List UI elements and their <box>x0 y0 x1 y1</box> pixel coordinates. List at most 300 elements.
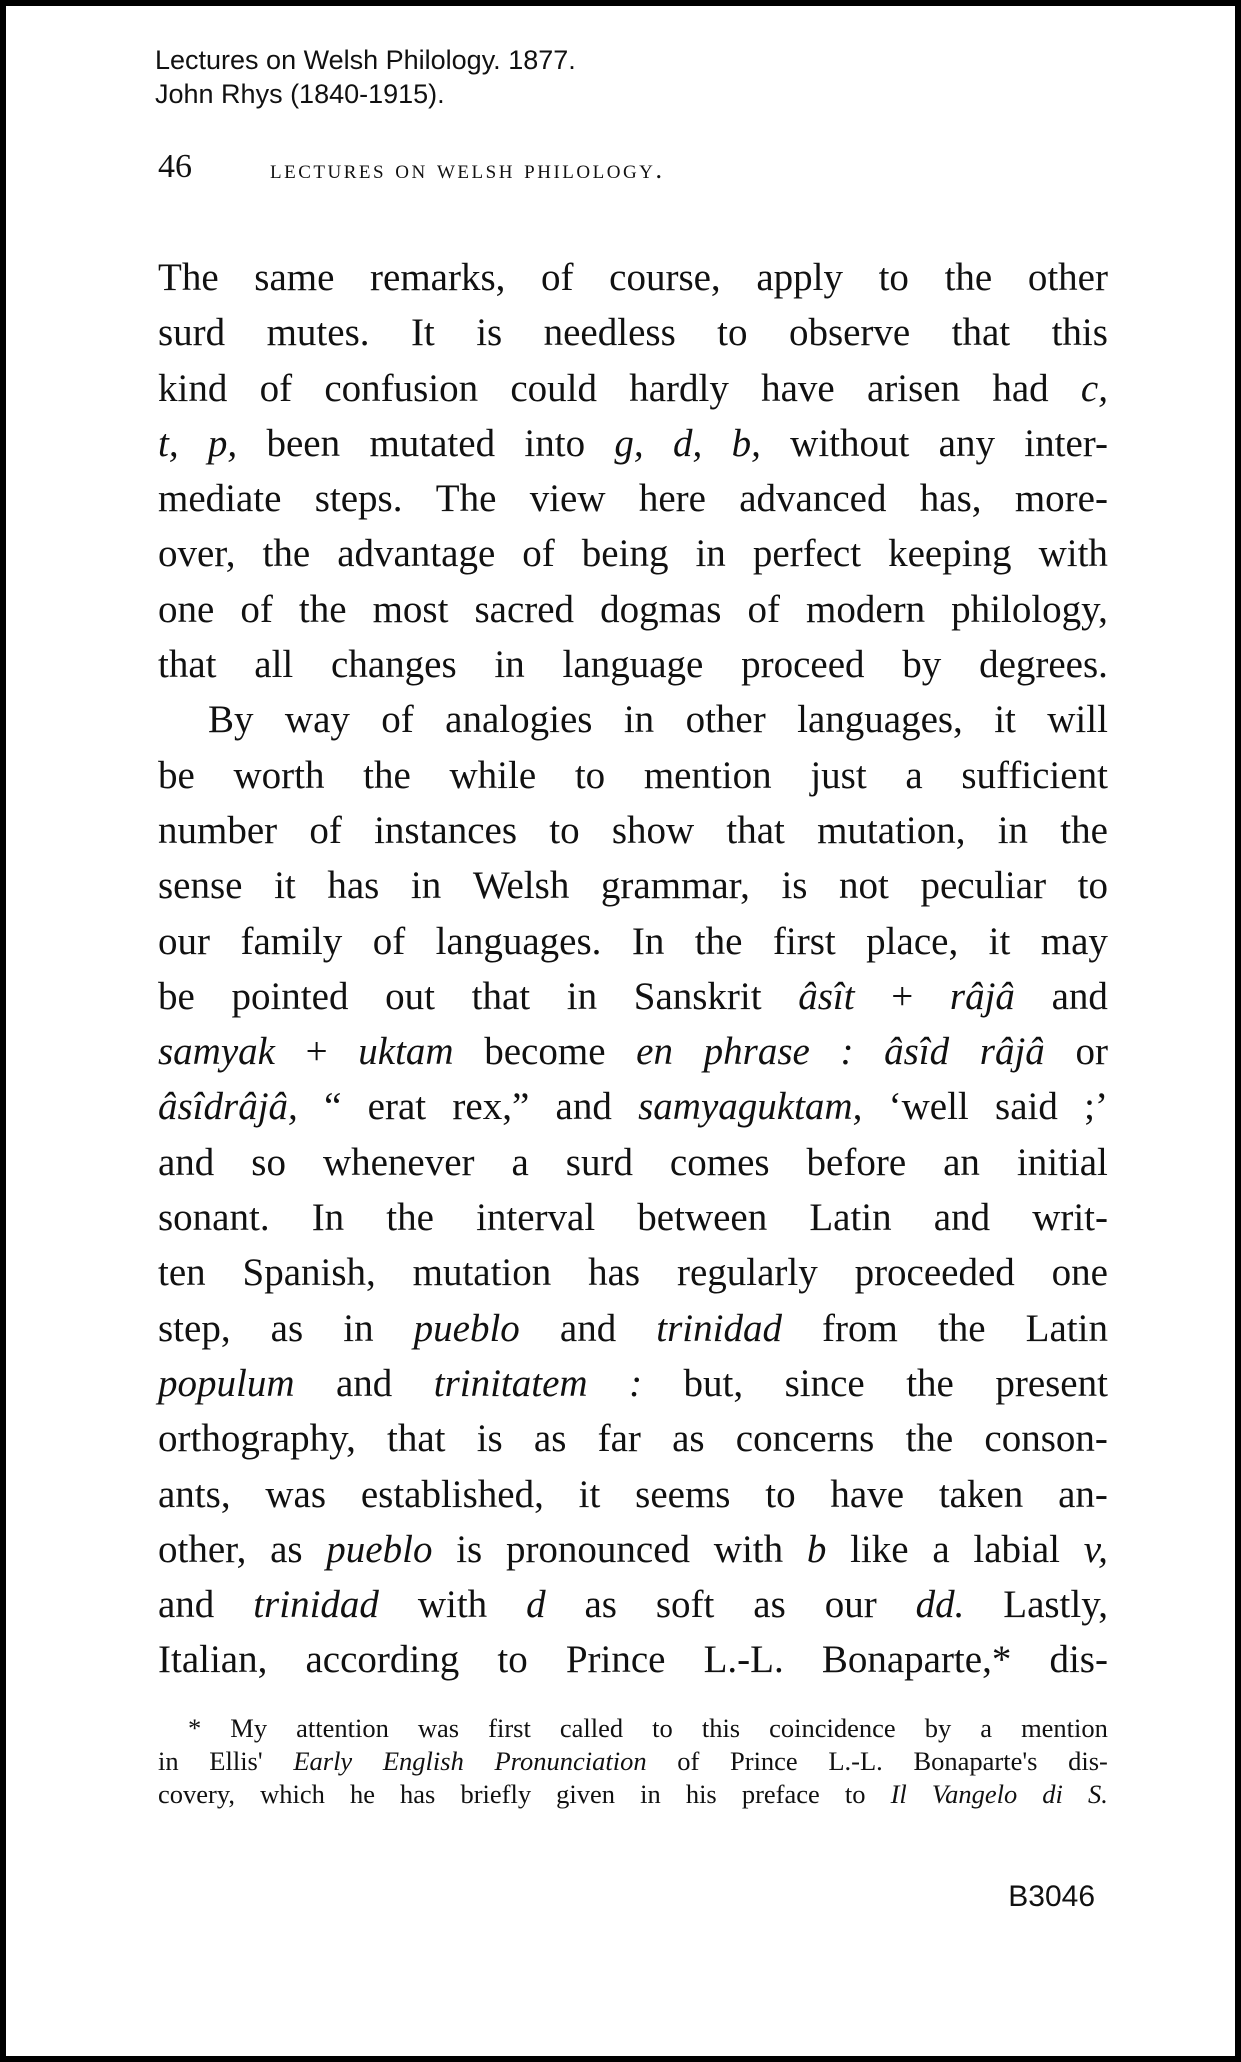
word: the <box>944 256 993 299</box>
body-text <box>158 250 1108 1688</box>
word: Bonaparte's <box>913 1746 1038 1776</box>
word: * <box>188 1713 202 1743</box>
word: with <box>417 1583 488 1627</box>
word: view <box>529 477 606 521</box>
word: may <box>1040 919 1108 963</box>
word: show <box>611 808 695 852</box>
word: it <box>274 864 296 908</box>
word: so <box>251 1140 286 1184</box>
text-line <box>158 1632 1108 1687</box>
word: had <box>992 366 1049 410</box>
word: kind <box>158 366 228 410</box>
text-line <box>158 692 1108 747</box>
text-line <box>158 1135 1108 1190</box>
word: that <box>387 1417 446 1461</box>
word: this <box>701 1713 741 1743</box>
word: in <box>343 1306 374 1350</box>
word: the <box>363 753 411 797</box>
word: surd <box>158 311 226 355</box>
text-line <box>158 1079 1108 1134</box>
word: far <box>597 1417 641 1461</box>
word: pronounced <box>505 1527 691 1571</box>
word: mutation, <box>817 808 966 852</box>
italic-word: English <box>382 1746 464 1776</box>
word: The <box>158 256 219 299</box>
word: comes <box>669 1140 770 1184</box>
word: sense <box>158 864 243 908</box>
word: + <box>305 1030 328 1074</box>
word: of <box>309 808 342 852</box>
italic-word: pueblo <box>413 1306 520 1350</box>
text-line <box>158 914 1108 969</box>
word: same <box>254 256 335 299</box>
word: other <box>685 698 766 742</box>
word: and <box>559 1306 617 1350</box>
word: as <box>672 1417 705 1461</box>
word: Sanskrit <box>633 974 762 1018</box>
word: taken <box>938 1472 1024 1516</box>
word: a <box>511 1140 529 1184</box>
word: other <box>1027 256 1108 299</box>
word: seems <box>635 1472 731 1516</box>
word: in <box>494 643 525 687</box>
word: the <box>937 1306 986 1350</box>
page-number: 46 <box>158 148 192 185</box>
word: steps. <box>314 477 403 521</box>
word: the <box>906 1361 954 1405</box>
word: ;’ <box>1084 1085 1108 1129</box>
text-line <box>158 748 1108 803</box>
text-line <box>158 803 1108 858</box>
italic-word: Pronunciation <box>494 1746 647 1776</box>
word: all <box>254 643 294 687</box>
text-line <box>158 1577 1108 1632</box>
word: with <box>713 1527 784 1571</box>
italic-word: râjâ <box>979 1030 1045 1074</box>
word: being <box>581 532 669 576</box>
word: is <box>456 1527 483 1571</box>
word: of <box>522 532 555 576</box>
word: while <box>449 753 537 797</box>
word: concerns <box>735 1417 875 1461</box>
text-line <box>158 1301 1108 1356</box>
word: is <box>476 311 503 355</box>
word: step, <box>158 1306 231 1350</box>
word: is <box>476 1417 503 1461</box>
word: with <box>1038 532 1108 576</box>
word: that <box>726 808 785 852</box>
word: have <box>761 366 835 410</box>
word: been <box>266 421 341 465</box>
word: In <box>631 919 665 963</box>
word: it <box>994 698 1016 742</box>
word: instances <box>374 808 518 852</box>
word: of <box>259 366 293 410</box>
word: be <box>158 753 195 797</box>
word: said <box>995 1085 1058 1129</box>
word: mutated <box>369 421 496 465</box>
word: other, <box>158 1527 247 1571</box>
word: in <box>695 532 726 576</box>
word: to <box>765 1472 796 1516</box>
italic-word: trinitatem <box>433 1361 588 1405</box>
word: way <box>284 698 350 742</box>
word: interval <box>476 1196 596 1240</box>
word: needless <box>543 311 676 355</box>
word: degrees. <box>979 643 1108 687</box>
word: ten <box>158 1251 206 1295</box>
word: more- <box>1014 477 1108 521</box>
text-line <box>158 471 1108 526</box>
word: languages, <box>797 698 963 742</box>
text-line <box>158 1467 1108 1522</box>
italic-word: râjâ <box>949 974 1015 1018</box>
italic-word: b, <box>731 421 761 465</box>
word: mediate <box>158 477 282 521</box>
word: since <box>784 1361 865 1405</box>
italic-word: Early <box>293 1746 353 1776</box>
word: of <box>381 698 414 742</box>
word: to <box>717 311 748 355</box>
word: place, <box>866 919 959 963</box>
word: sonant. <box>158 1196 270 1240</box>
word: L.-L. <box>703 1638 784 1682</box>
word: and <box>158 1583 215 1627</box>
word: as <box>270 1306 304 1350</box>
word: the <box>262 532 311 576</box>
word: initial <box>1016 1140 1108 1184</box>
word: in <box>623 698 655 742</box>
word: was <box>417 1713 460 1743</box>
word: has <box>327 864 380 908</box>
word: languages. <box>435 919 602 963</box>
word: it <box>988 919 1011 963</box>
italic-word: c, <box>1080 366 1108 410</box>
text-line <box>158 250 1108 305</box>
word: worth <box>233 753 325 797</box>
word: of <box>747 587 780 631</box>
word: labial <box>973 1527 1060 1571</box>
italic-word: trinidad <box>656 1306 782 1350</box>
word: advanced <box>739 477 887 521</box>
word: soft <box>655 1583 715 1627</box>
word: Latin <box>1025 1306 1108 1350</box>
word: into <box>524 421 586 465</box>
word: Lastly, <box>1003 1583 1108 1627</box>
italic-word: âsîd <box>884 1030 950 1074</box>
text-line <box>158 1778 1108 1811</box>
word: in <box>997 808 1029 852</box>
word: one <box>1051 1251 1108 1295</box>
italic-word: g, <box>614 421 644 465</box>
italic-word: samyaguktam, <box>638 1085 863 1129</box>
italic-word: : <box>840 1030 854 1074</box>
word: dis- <box>1068 1746 1108 1776</box>
word: and <box>1051 974 1108 1018</box>
italic-word: Vangelo <box>931 1779 1018 1809</box>
word: to <box>574 753 606 797</box>
word: family <box>240 919 343 963</box>
word: coincidence <box>769 1713 896 1743</box>
word: an- <box>1058 1472 1108 1516</box>
italic-word: Il <box>890 1779 907 1809</box>
word: of <box>372 919 406 963</box>
word: by <box>902 643 942 687</box>
word: and <box>335 1361 393 1405</box>
word: dogmas <box>600 587 722 631</box>
word: that <box>158 643 217 687</box>
word: course, <box>609 256 721 299</box>
word: and <box>933 1196 991 1240</box>
word: covery, <box>158 1779 236 1809</box>
word: of <box>677 1746 700 1776</box>
text-line <box>158 1245 1108 1300</box>
word: language <box>562 643 704 687</box>
italic-word: d, <box>673 421 703 465</box>
word: writ- <box>1032 1196 1108 1240</box>
word: between <box>637 1196 768 1240</box>
word: as <box>533 1417 567 1461</box>
word: sufficient <box>961 753 1108 797</box>
text-line <box>158 969 1108 1024</box>
word: observe <box>788 311 911 355</box>
catalog-number: B3046 <box>1008 1880 1095 1913</box>
italic-word: en <box>636 1030 673 1074</box>
text-line <box>158 582 1108 637</box>
word: his <box>685 1779 717 1809</box>
italic-word: âsîdrâjâ, <box>158 1085 298 1129</box>
source-title: Lectures on Welsh Philology. 1877. <box>155 45 576 75</box>
word: a <box>932 1527 950 1571</box>
footnote <box>158 1712 1108 1811</box>
word: remarks, <box>370 256 506 299</box>
word: of <box>240 587 273 631</box>
word: in <box>566 974 598 1018</box>
word: to <box>878 256 909 299</box>
word: given <box>556 1779 616 1809</box>
word: here <box>638 477 706 521</box>
word: ants, <box>158 1472 231 1516</box>
word: dis- <box>1049 1638 1108 1682</box>
word: that <box>951 311 1011 355</box>
word: have <box>830 1472 905 1516</box>
italic-word: : <box>629 1361 643 1405</box>
word: ‘well <box>888 1085 969 1129</box>
word: over, <box>158 532 236 576</box>
italic-word: populum <box>158 1361 295 1405</box>
word: confusion <box>324 366 479 410</box>
word: any <box>938 421 995 465</box>
word: established, <box>360 1472 544 1516</box>
running-title: lectures on welsh philology. <box>270 154 665 184</box>
text-line <box>158 1712 1108 1745</box>
word: Prince <box>730 1746 798 1776</box>
italic-word: samyak <box>158 1030 275 1074</box>
text-line <box>158 305 1108 360</box>
word: philology, <box>951 587 1108 631</box>
word: sacred <box>474 587 575 631</box>
word: before <box>806 1140 907 1184</box>
italic-word: di <box>1042 1779 1063 1809</box>
word: like <box>850 1527 909 1571</box>
word: “ <box>324 1085 342 1129</box>
word: preface <box>741 1779 820 1809</box>
word: our <box>824 1583 877 1627</box>
word: which <box>260 1779 325 1809</box>
italic-word: S. <box>1087 1779 1108 1809</box>
word: modern <box>805 587 926 631</box>
word: regularly <box>676 1251 818 1295</box>
text-line <box>158 637 1108 692</box>
word: one <box>158 587 215 631</box>
italic-word: uktam <box>358 1030 454 1074</box>
word: proceed <box>741 643 865 687</box>
word: Prince <box>565 1638 666 1682</box>
word: by <box>924 1713 952 1743</box>
italic-word: v, <box>1083 1527 1108 1571</box>
word: to <box>549 808 580 852</box>
text-line <box>158 361 1108 416</box>
word: in <box>410 864 442 908</box>
word: without <box>790 421 910 465</box>
text-line <box>158 1190 1108 1245</box>
word: our <box>158 919 210 963</box>
word: perfect <box>752 532 862 576</box>
word: mention <box>1021 1713 1108 1743</box>
word: the <box>298 587 347 631</box>
word: It <box>410 311 435 355</box>
word: an <box>943 1140 980 1184</box>
word: has <box>400 1779 436 1809</box>
word: it <box>578 1472 601 1516</box>
word: Italian, <box>158 1638 268 1682</box>
word: mutes. <box>266 311 370 355</box>
word: and <box>158 1140 215 1184</box>
word: Spanish, <box>242 1251 376 1295</box>
word: just <box>810 753 867 797</box>
italic-word: t, <box>158 421 179 465</box>
word: My <box>230 1713 268 1743</box>
word: in <box>158 1746 179 1776</box>
word: analogies <box>445 698 593 742</box>
word: Ellis' <box>209 1746 263 1776</box>
word: be <box>158 974 195 1018</box>
word: of <box>541 256 574 299</box>
word: arisen <box>866 366 961 410</box>
word: In <box>311 1196 345 1240</box>
word: to <box>1077 864 1108 908</box>
word: has <box>588 1251 641 1295</box>
word: the <box>694 919 743 963</box>
word: was <box>265 1472 327 1516</box>
word: mention <box>643 753 772 797</box>
word: called <box>559 1713 624 1743</box>
word: that <box>471 974 531 1018</box>
word: keeping <box>888 532 1012 576</box>
word: apply <box>756 256 843 299</box>
word: the <box>386 1196 434 1240</box>
word: first <box>772 919 836 963</box>
word: to <box>652 1713 673 1743</box>
source-author: John Rhys (1840-1915). <box>155 79 445 109</box>
word: a <box>905 753 923 797</box>
italic-word: trinidad <box>253 1583 379 1627</box>
word: could <box>510 366 598 410</box>
word: Latin <box>809 1196 892 1240</box>
text-line <box>158 1356 1108 1411</box>
word: mutation <box>412 1251 552 1295</box>
word: erat <box>367 1085 427 1129</box>
word: this <box>1051 311 1108 355</box>
word: to <box>844 1779 866 1809</box>
word: advantage <box>337 532 496 576</box>
word: out <box>385 974 435 1018</box>
word: present <box>995 1361 1108 1405</box>
italic-word: p, <box>207 421 238 465</box>
word: a <box>980 1713 993 1743</box>
word: By <box>208 698 254 742</box>
text-line <box>158 1411 1108 1466</box>
italic-word: d <box>526 1583 546 1627</box>
italic-word: phrase <box>703 1030 810 1074</box>
word: not <box>839 864 889 908</box>
word: in <box>640 1779 661 1809</box>
word: and <box>555 1085 612 1129</box>
word: changes <box>331 643 457 687</box>
word: but, <box>683 1361 744 1405</box>
word: he <box>349 1779 375 1809</box>
word: conson- <box>984 1417 1108 1461</box>
word: attention <box>296 1713 389 1743</box>
italic-word: b <box>806 1527 827 1571</box>
word: hardly <box>629 366 729 410</box>
word: as <box>753 1583 786 1627</box>
word: The <box>435 477 497 521</box>
word: whenever <box>322 1140 475 1184</box>
word: orthography, <box>158 1417 356 1461</box>
word: from <box>822 1306 898 1350</box>
word: inter- <box>1024 421 1108 465</box>
italic-word: pueblo <box>326 1527 433 1571</box>
word: is <box>781 864 808 908</box>
word: become <box>484 1030 606 1074</box>
word: to <box>497 1638 528 1682</box>
word: Welsh <box>472 864 570 908</box>
word: the <box>905 1417 954 1461</box>
word: surd <box>565 1140 633 1184</box>
word: most <box>372 587 449 631</box>
text-line <box>158 1745 1108 1778</box>
word: as <box>584 1583 617 1627</box>
italic-word: dd. <box>915 1583 965 1627</box>
word: + <box>891 974 914 1018</box>
word: peculiar <box>920 864 1047 908</box>
word: proceeded <box>854 1251 1015 1295</box>
word: grammar, <box>600 864 750 908</box>
word: has, <box>919 477 982 521</box>
word: as <box>270 1527 303 1571</box>
text-line <box>158 416 1108 471</box>
word: the <box>1060 808 1108 852</box>
word: L.-L. <box>828 1746 883 1776</box>
text-line <box>158 1024 1108 1079</box>
word: number <box>158 808 278 852</box>
word: according <box>305 1638 460 1682</box>
word: rex,” <box>452 1085 530 1129</box>
word: will <box>1047 698 1108 742</box>
text-line <box>158 858 1108 913</box>
word: briefly <box>460 1779 532 1809</box>
